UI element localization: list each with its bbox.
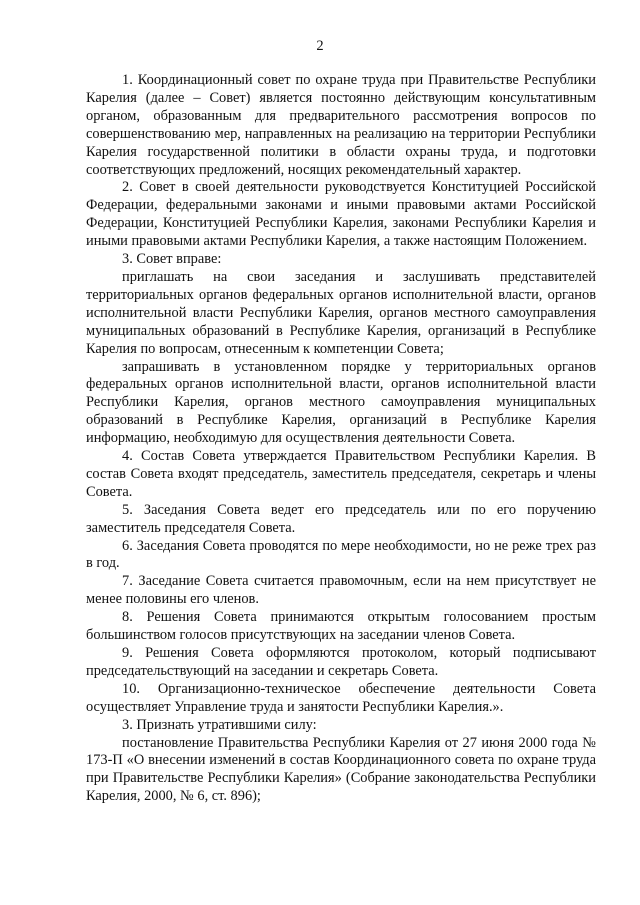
paragraph-council-status: 1. Координационный совет по охране труда при Правительстве Республики Карелия (далее – Совет) является постоянно действующим консультативным органом, образованным для предварительного рассмотрения вопросов по совершенствованию мер, направленных на реализацию на территории Республики Карелия государственной политики в области охраны труда, и подготовки соответствующих предложений, носящих рекомендательный характер.: [86, 72, 596, 178]
paragraph-quorum: 7. Заседание Совета считается правомочным, если на нем присутствует не менее половины его членов.: [86, 573, 596, 608]
paragraph-invite-representatives: приглашать на свои заседания и заслушивать представителей территориальных органов федеральных органов исполнительной власти, органов исполнительной власти Республики Карелия, органов местного самоуправления муниципальных образований в Республике Карелия, организаций в Республике Карелия по вопросам, отнесенным к компетенции Совета;: [86, 268, 596, 357]
paragraph-legal-basis: 2. Совет в своей деятельности руководствуется Конституцией Российской Федерации, федеральными законами и иными правовыми актами Российской Федерации, Конституцией Республики Карелия, законами Республики Карелия и иными правовыми актами Республики Карелия, а также настоящим Положением.: [86, 179, 596, 250]
paragraph-council-rights: 3. Совет вправе:: [122, 251, 222, 268]
paragraph-council-composition: 4. Состав Совета утверждается Правительством Республики Карелия. В состав Совета входят председатель, заместитель председателя, секретарь и члены Совета.: [86, 448, 596, 500]
document-body: [86, 72, 596, 806]
paragraph-technical-support: 10. Организационно-техническое обеспечение деятельности Совета осуществляет Управление труда и занятости Республики Карелия.».: [86, 680, 596, 715]
paragraph-repeal-heading: 3. Признать утратившими силу:: [122, 716, 317, 733]
paragraph-protocol: 9. Решения Совета оформляются протоколом, который подписывают председательствующий на заседании и секретарь Совета.: [86, 645, 596, 679]
paragraph-request-information: запрашивать в установленном порядке у территориальных органов федеральных органов исполнительной власти, органов исполнительной власти Республики Карелия, органов местного самоуправления муниципальных образований в Республике Карелия, организаций в Республике Карелия информацию, необходимую для осуществления деятельности Совета.: [86, 358, 596, 447]
page-number: 2: [316, 38, 324, 54]
paragraph-repealed-resolution: постановление Правительства Республики Карелия от 27 июня 2000 года № 173-П «О внесении изменений в состав Координационного совета по охране труда при Правительстве Республики Карелия» (Собрание законодательства Республики Карелия, 2000, № 6, ст. 896);: [86, 734, 596, 805]
paragraph-voting: 8. Решения Совета принимаются открытым голосованием простым большинством голосов присутствующих на заседании членов Совета.: [86, 609, 596, 644]
paragraph-meeting-frequency: 6. Заседания Совета проводятся по мере необходимости, но не реже трех раз в год.: [86, 537, 596, 572]
paragraph-meeting-chair: 5. Заседания Совета ведет его председатель или по его поручению заместитель председателя Совета.: [86, 501, 596, 536]
